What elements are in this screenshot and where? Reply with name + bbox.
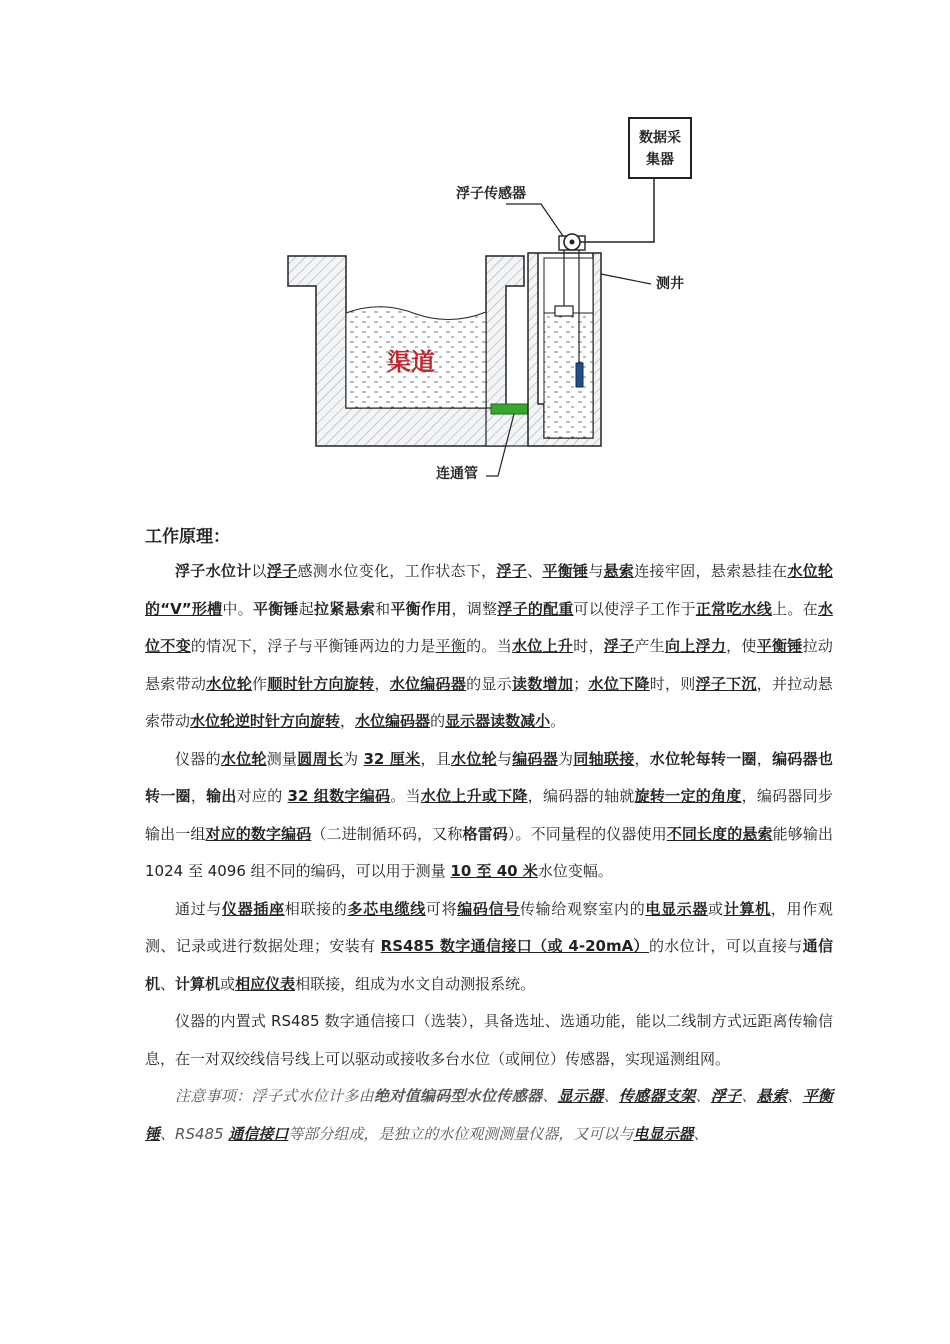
text-run: 起 (298, 599, 315, 618)
emphasis-text: 水位编码器 (389, 674, 467, 693)
text-run: 。 (550, 712, 566, 730)
emphasis-text: 显示器读数减小 (445, 712, 551, 730)
text-run: 、 (741, 1087, 757, 1105)
text-run: 中。 (222, 599, 253, 618)
text-run: 、 (527, 562, 543, 580)
emphasis-text: 浮子下沉 (695, 674, 757, 693)
float (555, 306, 573, 316)
emphasis-text: 对应的数字编码 (205, 824, 312, 843)
emphasis-text: 编码器 (512, 749, 559, 768)
text-run: 传输给观察室内的 (519, 899, 646, 918)
emphasis-text: 传感器支架 (618, 1087, 696, 1105)
text-run: ，编码器的轴就 (527, 787, 635, 805)
paragraph-connection (145, 891, 833, 1004)
paragraph-rs485 (145, 1003, 833, 1078)
text-run: 相联接，组成为水文自动测报系统。 (295, 974, 536, 993)
sensor-label: 浮子传感器 (456, 186, 526, 202)
emphasis-text: 仪器插座 (222, 899, 285, 918)
text-run: ； (573, 674, 589, 693)
emphasis-text: 计算机 (175, 974, 221, 993)
emphasis-text: 同轴联接 (573, 749, 635, 768)
text-run: 可以使浮子工作于 (573, 599, 696, 618)
text-run: ）。不同量程的仪器使用 (507, 824, 667, 843)
text-run: 时，则 (649, 674, 696, 693)
emphasis-text: 浮子水位计 (175, 562, 252, 580)
text-run: 时， (573, 637, 604, 655)
text-run: 注意事项：浮子式水位计多由 (175, 1087, 374, 1105)
emphasis-text: 平衡锤 (145, 1087, 833, 1143)
text-run: 感测水位变化，工作状态下， (297, 562, 497, 580)
text-run: ，编码器同步输出一组 (145, 787, 833, 843)
text-run: 测量 (266, 749, 298, 768)
paragraph-encoder (145, 741, 833, 891)
emphasis-text: 水位轮 (206, 674, 253, 693)
text-run: 、 (603, 1087, 619, 1105)
text-run: 或 (220, 974, 236, 993)
text-run: 相联接的 (284, 899, 348, 918)
emphasis-text: 水位轮 (451, 749, 497, 768)
emphasis-text: 绝对值编码型水位传感器 (373, 1087, 543, 1105)
paragraph-working-principle (145, 553, 833, 741)
text-run: 的水位计，可以直接与 (648, 937, 803, 955)
text-run: 能够输出 1024 至 4096 组不同的编码，可以用于测量 (145, 824, 833, 880)
text-run: 的。当 (466, 637, 513, 655)
emphasis-text: 水位轮逆时针方向旋转 (190, 712, 341, 730)
text-run: 上。在 (772, 599, 818, 618)
emphasis-text: 平衡 (435, 637, 467, 655)
text-run: （二进制循环码，又称 (311, 824, 463, 843)
emphasis-text: 32 组数字编码 (287, 787, 391, 805)
text-run: ，并拉动悬索带动 (145, 674, 833, 730)
emphasis-text: 格雷码 (462, 824, 508, 843)
text-run: 、RS485 (160, 1124, 229, 1143)
text-run: ，调整 (451, 599, 498, 618)
text-run: 、 (542, 1087, 558, 1105)
text-run: ， (756, 749, 773, 768)
emphasis-text: 计算机 (723, 899, 771, 918)
text-run: 、 (160, 974, 176, 993)
emphasis-text: 水位下降 (588, 674, 650, 693)
emphasis-text: 旋转一定的角度 (634, 787, 742, 805)
text-run: 连接牢固，悬索悬挂在 (634, 562, 788, 580)
emphasis-text: 浮子 (266, 562, 298, 580)
text-run: 产生 (634, 637, 665, 655)
text-run: ，使 (726, 637, 757, 655)
emphasis-text: 读数增加 (512, 674, 574, 693)
counterweight (576, 363, 583, 387)
emphasis-text: 不同长度的悬索 (666, 824, 773, 843)
text-run: ，用作观测、记录或进行数据处理；安装有 (145, 899, 833, 955)
float-gauge-diagram (276, 108, 716, 492)
emphasis-text: 通信机 (145, 937, 833, 993)
text-run: 可将 (425, 899, 458, 918)
well-water (544, 313, 593, 438)
emphasis-text: RS485 数字通信接口（或 4-20mA） (380, 937, 649, 955)
emphasis-text: 向上浮力 (664, 637, 727, 655)
text-run: 为 (343, 749, 364, 768)
emphasis-text: 浮子 (710, 1087, 742, 1105)
text-run: 的显示 (466, 674, 513, 693)
emphasis-text: 水位不变 (145, 599, 833, 655)
emphasis-text: 水位编码器 (355, 712, 431, 730)
text-run: ， (374, 674, 390, 693)
text-run: 或 (708, 899, 724, 918)
text-run: ， (634, 749, 650, 768)
box-label-line2: 集器 (646, 152, 674, 168)
text-run: 仪器的 (175, 749, 221, 768)
text-run: ， (340, 712, 356, 730)
text-run: 与 (496, 749, 513, 768)
emphasis-text: 水位轮的“V”形槽 (145, 562, 833, 618)
data-collector-box (629, 118, 691, 178)
pipe-label: 连通管 (436, 466, 478, 482)
text-run: 通过与 (175, 899, 223, 918)
emphasis-text: 多芯电缆线 (347, 899, 426, 918)
emphasis-text: 电显示器 (633, 1124, 694, 1143)
emphasis-text: 编码器也转一圈 (145, 749, 833, 805)
text-run: 的情况下，浮子与平衡锤两边的力是 (190, 637, 436, 655)
text-run: ， (190, 787, 207, 805)
emphasis-text: 水位上升或下降 (420, 787, 528, 805)
text-run: 对应的 (236, 787, 288, 805)
emphasis-text: 平衡锤 (252, 599, 299, 618)
emphasis-text: 浮子 (603, 637, 635, 655)
emphasis-text: 32 厘米 (363, 749, 421, 768)
text-run: 。当 (390, 787, 421, 805)
text-run: 作 (252, 674, 268, 693)
section-heading: 工作原理： (145, 527, 230, 547)
emphasis-text: 悬索 (756, 1087, 788, 1105)
well-label: 测井 (656, 276, 684, 292)
text-run: 仪器的内置式 RS485 数字通信接口（选装），具备选址、选通功能，能以二线制方式远距离传输信息，在一对双绞线信号线上可以驱动或接收多台水位（或闸位）传感器，实现遥测组网。 (145, 1012, 833, 1068)
text-run: 、 (693, 1124, 709, 1143)
text-run: 以 (251, 562, 267, 580)
text-run: 与 (588, 562, 604, 580)
emphasis-text: 显示器 (557, 1087, 604, 1105)
emphasis-text: 平衡锤 (542, 562, 589, 580)
text-run: 为 (558, 749, 574, 768)
emphasis-text: 平衡锤 (756, 637, 803, 655)
emphasis-text: 输出 (206, 787, 237, 805)
body-text (145, 553, 833, 1153)
text-run: ，且 (420, 749, 452, 768)
emphasis-text: 10 至 40 米 (450, 862, 538, 880)
text-run: 等部分组成，是独立的水位观测测量仪器，又可以与 (288, 1124, 634, 1143)
emphasis-text: 浮子 (496, 562, 528, 580)
box-label-line1: 数据采 (639, 130, 681, 146)
emphasis-text: 拉紧悬索 (314, 599, 376, 618)
emphasis-text: 编码信号 (457, 899, 520, 918)
channel-label: 渠道 (387, 347, 435, 376)
text-run: 、 (787, 1087, 803, 1105)
emphasis-text: 正常吃水线 (695, 599, 773, 618)
emphasis-text: 相应仪表 (235, 974, 296, 993)
emphasis-text: 通信接口 (228, 1124, 289, 1143)
emphasis-text: 平衡作用 (390, 599, 452, 618)
text-run: 拉动悬索带动 (145, 637, 833, 693)
emphasis-text: 水位轮 (220, 749, 267, 768)
emphasis-text: 悬索 (603, 562, 635, 580)
emphasis-text: 水位轮每转一圈 (649, 749, 757, 768)
text-run: 水位变幅。 (537, 862, 613, 880)
text-run: 和 (375, 599, 391, 618)
paragraph-note (145, 1078, 833, 1153)
emphasis-text: 圆周长 (297, 749, 344, 768)
emphasis-text: 水位上升 (512, 637, 574, 655)
emphasis-text: 顺时针方向旋转 (267, 674, 375, 693)
text-run: 、 (695, 1087, 711, 1105)
emphasis-text: 浮子的配重 (497, 599, 574, 618)
text-run: 的 (430, 712, 446, 730)
emphasis-text: 电显示器 (645, 899, 709, 918)
